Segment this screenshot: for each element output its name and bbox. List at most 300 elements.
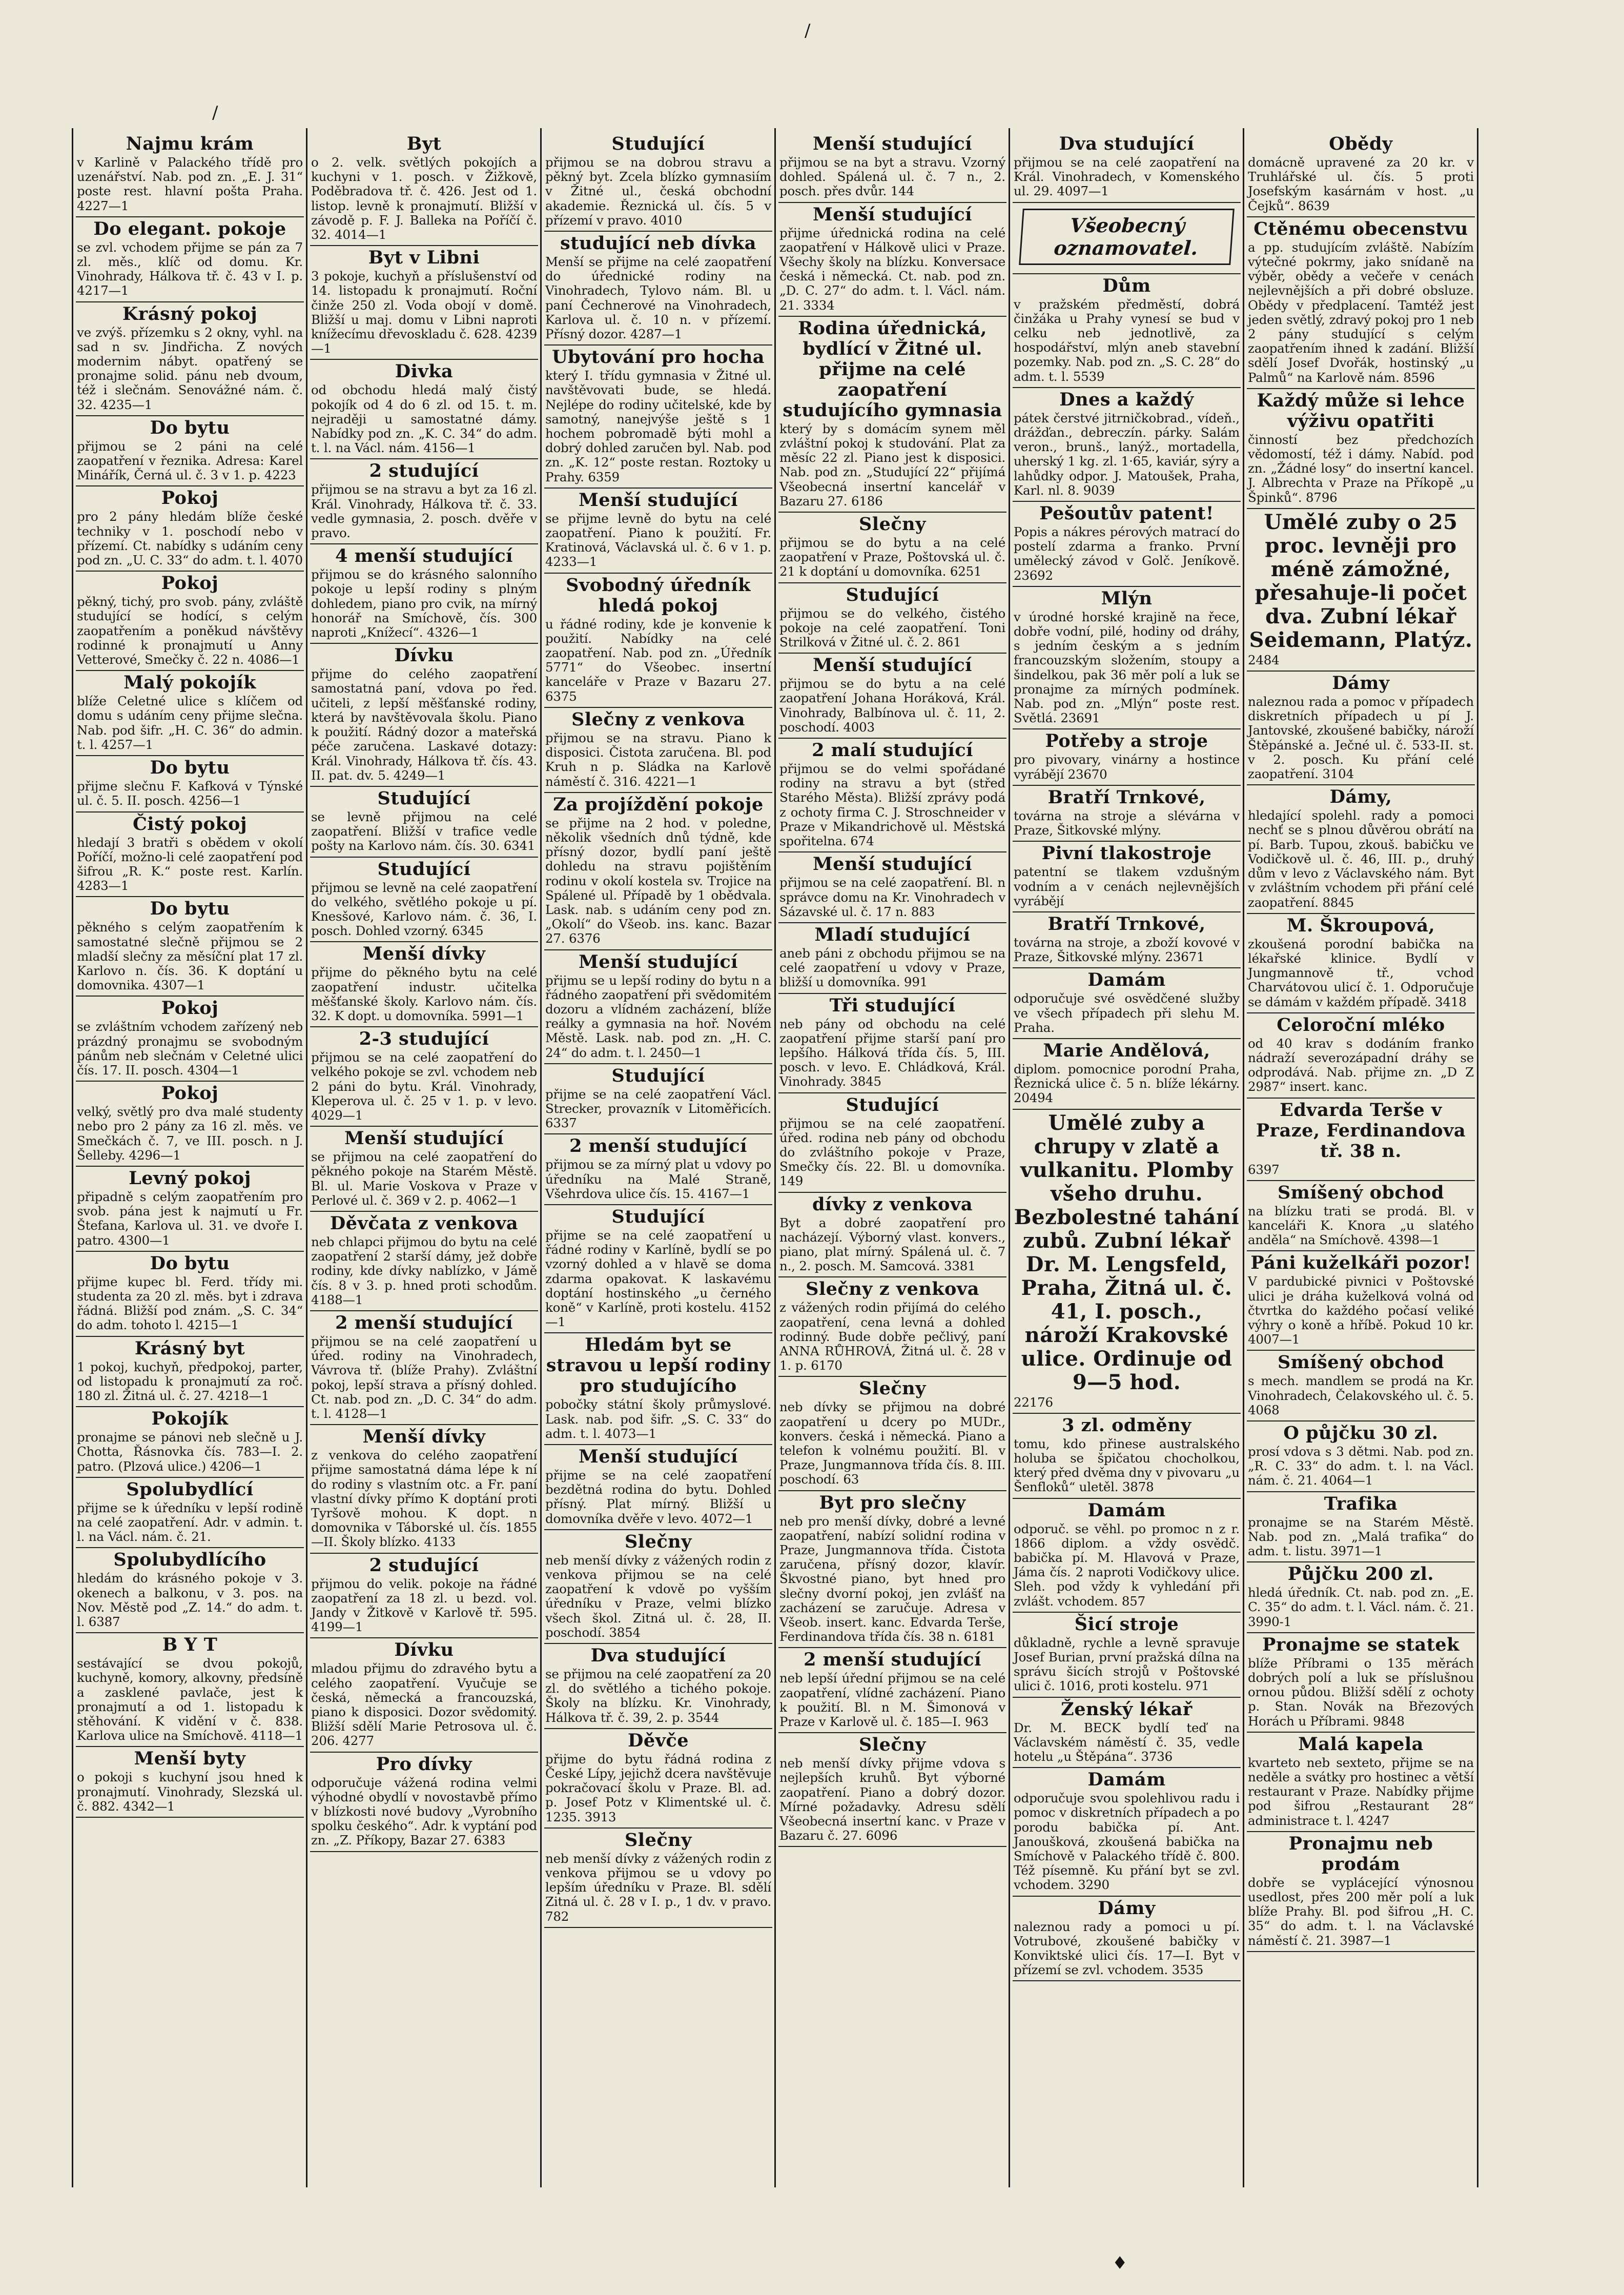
classified-ad xyxy=(76,1252,304,1337)
classified-ad xyxy=(778,513,1006,583)
classified-ad xyxy=(310,1554,538,1639)
classified-ad xyxy=(76,813,304,898)
ad-headline: Celoroční mléko xyxy=(1277,1014,1445,1035)
ad-headline: Menší studující xyxy=(813,204,972,225)
ad-headline: Mladí studující xyxy=(814,924,971,945)
ad-text: přijmou se na dobrou stravu a pěkný byt. Zcela blízko gymnasiím v Žitné ul., česká obchodní akademie. Řeznická ul. čís. 5 v přízemí v pravo. 4010 xyxy=(545,155,771,228)
ad-text: pátek čerstvé jitrničkobrad., vídeň., drážďan., debreczín. párky. Salám veron., brunš., lanýž., mortadella, uherský 1 kg. zl. 1·65, kaviár, sýry a lahůdky odpor. J. Matoušek, Praha, Karl. nl. 8. 9039 xyxy=(1014,410,1240,498)
ad-text: v pražském předměstí, dobrá činžáka u Prahy vynesí se bud v celku neb jednotlivě, za hospodářství, mlýn aneb stavební pozemky. Nab. pod zn. „S. C. 28“ do adm. t. l. 5539 xyxy=(1014,296,1240,384)
classified-ad xyxy=(1013,274,1241,388)
ad-text: pro 2 pány hledám blíže české techniky v 1. poschodí nebo v přízemí. Ct. nabídky s udáním ceny pod zn. „U. C. 33“ do adm. t. l. 4070 xyxy=(77,509,303,568)
ad-headline: Studující xyxy=(377,858,471,880)
ad-headline: Do elegant. pokoje xyxy=(93,218,286,239)
classified-ad xyxy=(544,132,772,232)
ad-headline: Do bytu xyxy=(150,1252,230,1274)
ad-text: a pp. studujícím zvláště. Nabízím výtečné pokrmy, jako snídaně na výběr, obědy a večeře v cenách nejlevnějších a při dobré obsluze. Obědy v předplacení. Tamtéž jest jeden světlý, zdravý pokoj pro 1 neb 2 pány studující s celým zaopatřením ihned k zadání. Bližší sdělí Josef Dvořák, hostinský „u Palmů“ na Karlově nám. 8596 xyxy=(1248,239,1474,385)
ad-text: patentní se tlakem vzdušným vodním a v cenách nejlevnějších vyrábějí xyxy=(1014,864,1240,908)
ad-text: přijme se na celé zaopatření Václ. Strecker, provazník v Litoměřicích. 6337 xyxy=(545,1086,771,1131)
ad-headline: Ctěnému obecenstvu xyxy=(1253,218,1468,239)
ad-headline: Krásný pokoj xyxy=(122,303,258,324)
classified-ad xyxy=(310,1425,538,1553)
ad-headline: M. Škroupová, xyxy=(1286,915,1435,936)
column-2 xyxy=(310,132,538,2185)
classified-ad xyxy=(1013,1499,1241,1613)
classified-ad xyxy=(778,1648,1006,1733)
classified-ad xyxy=(544,346,772,489)
ad-headline: Obědy xyxy=(1329,133,1393,154)
ad-headline: Malá kapela xyxy=(1298,1733,1424,1755)
classified-ad xyxy=(1013,912,1241,968)
ad-text: který by s domácím synem měl zvláštní pokoj k studování. Plat za měsíc 22 zl. Piano jest k disposici. Nab. pod zn. „Studující 22“ přijímá Všeobecná insertní kancelář v Bazaru 27. 6186 xyxy=(779,421,1005,509)
ad-text: přijmou do velik. pokoje na řádné zaopatření za 18 zl. u bezd. vol. Jandy v Žitkově v Karlově tř. 595. 4199—1 xyxy=(311,1576,537,1635)
ad-text: se zvl. vchodem přijme se pán za 7 zl. měs., klíč od domu. Kr. Vinohrady, Hálkova tř. č. 43 v I. p. 4217—1 xyxy=(77,239,303,298)
ad-text: přijme do pěkného bytu na celé zaopatření industr. učitelka měšťanské školy. Karlovo nám. čís. 32. K dopt. u domovníka. 5991—1 xyxy=(311,965,537,1023)
ad-text: na blízku trati se prodá. Bl. v kanceláři K. Knora „u slatého anděla“ na Smíchově. 4398—1 xyxy=(1248,1203,1474,1248)
ad-text: kvarteto neb sexteto, přijme se na neděle a svátky pro hostinec a větší restaurant v Praze. Nabídky přijme pod šifrou „Restaurant 28“ administrace t. l. 4247 xyxy=(1248,1755,1474,1828)
classified-ad xyxy=(76,1082,304,1167)
ad-headline: 4 menší studující xyxy=(335,545,513,567)
ad-text: činností bez předchozích vědomostí, též i dámy. Nabíd. pod zn. „Žádné losy“ do insertní kancel. J. Albrechta v Praze na Příkopě „u Špinků“. 8796 xyxy=(1248,432,1474,505)
ad-headline: Děvče xyxy=(627,1730,689,1751)
ad-headline: Do bytu xyxy=(150,757,230,779)
classified-ad xyxy=(310,544,538,644)
classified-ad xyxy=(310,1027,538,1127)
ad-headline: Pokoj xyxy=(161,573,219,594)
classified-ad xyxy=(544,1333,772,1445)
ad-text: Popis a nákres pérových matrací do postelí zdarma a franko. První umělecký závod v Golč. Jeníkově. 23692 xyxy=(1014,524,1240,583)
ad-text: u řádné rodiny, kde je konvenie k použití. Nabídky na celé zaopatření. Nab. pod zn. „Úředník 5771“ do Všeobec. insertní kanceláře v Praze v Bazaru 27. 6375 xyxy=(545,616,771,704)
ad-headline: dívky z venkova xyxy=(812,1193,973,1215)
classified-ad xyxy=(1247,1733,1475,1832)
classified-ad xyxy=(76,1478,304,1549)
classified-ad xyxy=(1013,786,1241,842)
classified-ad xyxy=(76,302,304,416)
ad-text: přijmou se na stravu a byt za 16 zl. Král. Vinohrady, Hálkova tř. č. 33. vedle gymnasia, 2. posch. dvěře v pravo. xyxy=(311,482,537,541)
classified-ad xyxy=(1247,1351,1475,1421)
ad-headline: Slečny xyxy=(859,514,926,535)
ad-headline: Každý může si lehce výživu opatřiti xyxy=(1257,390,1465,432)
classified-ad xyxy=(310,1753,538,1852)
bottom-mark: ♦ xyxy=(1112,2253,1128,2273)
ad-text: pěkného s celým zaopatřením k samostatné slečně přijmou se 2 mladší slečny za měsíční plat 17 zl. Karlovo n. čís. 36. K doptání u domovnika. 4307—1 xyxy=(77,920,303,993)
ad-text: připadně s celým zaopatřením pro svob. pána jest k najmutí u Fr. Štefana, Karlova ul. 31. ve dvoře I. patro. 4300—1 xyxy=(77,1189,303,1248)
ad-headline: Šicí stroje xyxy=(1074,1613,1179,1635)
classified-ad xyxy=(778,1491,1006,1649)
column-3 xyxy=(544,132,772,2185)
ad-headline: 2 studující xyxy=(369,460,479,482)
ad-headline: Krásný byt xyxy=(134,1337,245,1359)
ad-text: 3 pokoje, kuchyň a příslušenství od 14. listopadu k pronajmutí. Roční činže 250 zl. Voda obojí v domě. Bližší u maj. domu v Libni naproti knížecímu dřevoskladu č. 628. 4239—1 xyxy=(311,269,538,356)
classified-ad xyxy=(778,923,1006,994)
ad-headline: O půjčku 30 zl. xyxy=(1283,1422,1438,1444)
ad-text: v Karlině v Palackého třídě pro uzenářství. Nab. pod zn. „E. J. 31“ poste rest. hlavní pošta Praha. 4227—1 xyxy=(77,155,303,213)
ad-headline: Dnes a každý xyxy=(1059,389,1194,410)
ad-headline: Spolubydlícího xyxy=(113,1549,266,1571)
ad-headline: Menší dívky xyxy=(362,1426,486,1448)
ad-text: zkoušená porodní babička na lékařské klinice. Bydlí v Jungmannově tř., vchod Charvátovou ulicí č. 1. Odporučuje se dámám v každém případě. 3418 xyxy=(1248,936,1474,1009)
ad-headline: Pokoj xyxy=(161,1083,219,1104)
ad-text: přijmou se do bytu a na celé zaopatření Johana Horáková, Král. Vinohrady, Balbínova ul. č. 11, 2. poschodí. 4003 xyxy=(779,676,1005,735)
classified-ad xyxy=(76,1633,304,1747)
classified-ad xyxy=(1247,1251,1475,1351)
classified-ad xyxy=(76,1167,304,1252)
column-rule xyxy=(774,128,776,2187)
ad-headline: Tři studující xyxy=(829,994,956,1016)
classified-ad xyxy=(310,132,538,246)
ad-text: neb dívky se přijmou na dobré zaopatření u dcery po MUDr., konvers. česká i německá. Piano a telefon k volnému použití. Bl. v Praze, Jungmannova třída čís. 8. III. poschodí. 63 xyxy=(779,1399,1005,1487)
ad-text: přijmou se za mírný plat u vdovy po úředníku na Malé Straně, Všehrdova ulice čís. 15. 4167—1 xyxy=(545,1157,771,1201)
ad-text: od 40 krav s dodáním franko nádraží severozápadní dráhy se odprodává. Nab. přijme zn. „D Z 2987“ insert. kanc. xyxy=(1248,1035,1474,1094)
ad-headline: Divka xyxy=(395,361,454,382)
classified-ad xyxy=(76,1747,304,1818)
column-6 xyxy=(1247,132,1475,2185)
ad-text: se přijme levně do bytu na celé zaopatření. Piano k použití. Fr. Kratinová, Václavská ul. č. 6 v 1. p. 4233—1 xyxy=(545,511,771,570)
ad-headline: Pešoutův patent! xyxy=(1039,503,1214,524)
ad-text: přijmou se do bytu a na celé zaopatření v Praze, Poštovská ul. č. 21 k doptání u domovníka. 6251 xyxy=(779,535,1005,579)
ad-text: neb lepší úřední přijmou se na celé zaopatření, vlídné zacházení. Piano k použití. Bl. n M. Šimonová v Praze v Karlově ul. č. 185—I. 963 xyxy=(779,1671,1005,1730)
ad-headline: Pronajme se statek xyxy=(1262,1634,1459,1655)
classified-ad xyxy=(544,232,772,346)
classified-ad xyxy=(76,1548,304,1633)
section-banner: Všeobecný oznamovatel. xyxy=(1019,209,1235,265)
ad-headline: Mlýn xyxy=(1101,587,1153,609)
ad-text: diplom. pomocnice porodní Praha, Řeznická ulice č. 5 n. blíže lékárny. 20494 xyxy=(1014,1061,1240,1106)
classified-ad xyxy=(1247,1421,1475,1492)
ad-text: přijmou se na byt a stravu. Vzorný dohled. Spálená ul. č. 7 n., 2. posch. přes dvůr. 144 xyxy=(779,155,1005,199)
ad-text: 22176 xyxy=(1014,1394,1053,1410)
classified-ad xyxy=(544,1205,772,1333)
ad-text: továrna na stroje, a zboží kovové v Praze, Šitkovské mlýny. 23671 xyxy=(1014,935,1240,965)
ad-headline: 2 menší studující xyxy=(569,1135,747,1157)
classified-ad xyxy=(310,858,538,943)
classified-ad xyxy=(544,950,772,1064)
ad-headline: Umělé zuby a chrupy v zlatě a vulkanitu. Plomby všeho druhu. Bezbolestné tahání zubů. Zubní lékař Dr. M. Lengsfeld, Praha, Žitná ul. č. 41, I. posch., nároží Krakovské ulice. Ordinuje od 9—5 hod. xyxy=(1014,1110,1240,1394)
ad-headline: Menší studující xyxy=(813,655,972,676)
column-rule xyxy=(540,128,542,2187)
ad-text: ve zvýš. přízemku s 2 okny, vyhl. na sad n sv. Jindřicha. Z nových modernim nábyt. opatřený se pronajme solid. pánu neb dvoum, též i slečnám. Senovážné nám. č. 32. 4235—1 xyxy=(77,324,303,412)
ad-text: odporučuje vážená rodina velmi výhodné obydlí v novostavbě přímo v blízkosti nové budovy „Vyrobního spolku českého“. Adr. k vyptání pod zn. „Z. Příkopy, Bazar 27. 6383 xyxy=(311,1775,537,1848)
ad-text: přijme se k úředníku v lepší rodině na celé zaopatření. Adr. v admin. t. l. na Václ. nám. č. 21. xyxy=(77,1500,303,1545)
ad-headline: Bratří Trnkové, xyxy=(1047,786,1206,808)
ad-text: Dr. M. BECK bydlí teď na Václavském náměstí č. 35, vedle hotelu „u Štěpána“. 3736 xyxy=(1014,1720,1240,1764)
ad-text: neb chlapci přijmou do bytu na celé zaopatření 2 starší dámy, jež dobře rodiny, kde dívky nablízko, v Jámě čís. 8 v 3. p. hned proti schodům. 4188—1 xyxy=(311,1234,537,1307)
ad-text: hledám do krásného pokoje v 3. okenech a balkonu, v 3. pos. na Nov. Městě pod „Z. 14.“ do adm. t. l. 6387 xyxy=(77,1571,303,1630)
classified-ad xyxy=(778,654,1006,739)
classified-ad xyxy=(778,739,1006,852)
ad-text: v úrodné horské krajině na řece, dobře vodní, pilé, hodiny od dráhy, s jedním českým a s jedním francouzským složením, stoupy a šindelkou, pak 36 měr polí a luk se pronajme za mírných podmínek. Nab. pod zn. „Mlýn“ poste rest. Světlá. 23691 xyxy=(1014,609,1240,726)
ad-text: V pardubické pivnici v Poštovské ulici je dráha kuželková volná od čtvrtka do každého počasí veliké výhry o koně a hříbě. Pokud 10 kr. 4007—1 xyxy=(1248,1274,1474,1347)
ad-headline: Damám xyxy=(1087,969,1166,991)
classified-ad xyxy=(310,1212,538,1311)
column-rule xyxy=(1009,128,1010,2187)
ad-headline: Hledám byt se stravou u lepší rodiny pro studujícího xyxy=(546,1334,771,1397)
ad-text: přijmu se u lepší rodiny do bytu n a řádného zaopatření při svědomitém dozoru a vlídném zacházení, blíže reálky a gymnasia na hoř. Novém Městě. Lask. nab. pod zn. „H. C. 24“ do adm. t. l. 2450—1 xyxy=(545,972,771,1060)
ad-text: neb menší dívky z vážených rodin z venkova přijmou se na celé zaopatření k vdově po vyšším úředníku v Praze, velmi blízko všech škol. Zitná ul. č. 28, II. poschodí. 3854 xyxy=(545,1552,771,1640)
ad-text: přijmou se na celé zaopatření. Bl. n správce domu na Kr. Vinohradech v Sázavské ul. č. 17 n. 883 xyxy=(779,875,1005,919)
classified-ad xyxy=(310,1311,538,1425)
classified-ad xyxy=(778,583,1006,654)
ad-text: přijmou se levně na celé zaopatření do velkého, světlého pokoje u pí. Knesšové, Karlovo nám. č. 36, I. posch. Dohled vzorný. 6345 xyxy=(311,880,537,939)
classified-ad xyxy=(1247,672,1475,785)
ad-text: přijme úřednická rodina na celé zaopatření v Hálkově ulici v Praze. Všechy školy na blízku. Konversace česká i německá. Ct. nab. pod zn. „D. C. 27“ do adm. t. l. Václ. nám. 21. 3334 xyxy=(779,225,1005,313)
ad-headline: studující neb dívka xyxy=(560,233,756,254)
ad-text: přijme kupec bl. Ferd. třídy mi. studenta za 20 zl. měs. byt i zdrava řádná. Bližší pod znám. „S. C. 34“ do adm. tohoto l. 4215—1 xyxy=(77,1274,303,1333)
classified-ad xyxy=(778,1277,1006,1377)
ad-text: pobočky státní školy průmyslové. Lask. nab. pod šifr. „S. C. 33“ do adm. t. l. 4073—1 xyxy=(545,1397,771,1441)
ad-headline: Pronajmu neb prodám xyxy=(1288,1833,1433,1875)
ad-headline: B Y T xyxy=(162,1634,218,1656)
column-rule xyxy=(72,128,73,2187)
ad-text: s mech. mandlem se prodá na Kr. Vinohradech, Čelakovského ul. č. 5. 4068 xyxy=(1248,1373,1474,1417)
ad-text: přijmou se do velmi spořádané rodiny na stravu a byt (střed Starého Města). Bližší zprávy podá z ochoty firma C. J. Stroschneider v Praze v Mikandrichově ul. Městská spořitelna. 674 xyxy=(779,761,1005,849)
classified-ad xyxy=(1013,1768,1241,1896)
column-5 xyxy=(1013,132,1241,2185)
classified-ad xyxy=(310,459,538,544)
classified-ad xyxy=(544,1445,772,1530)
ad-text: o pokoji s kuchyní jsou hned k pronajmutí. Vinohrady, Slezská ul. č. 882. 4342—1 xyxy=(77,1770,303,1814)
ad-headline: Slečny xyxy=(625,1531,692,1552)
classified-ad xyxy=(778,1093,1006,1193)
classified-ad xyxy=(76,572,304,671)
classified-ad xyxy=(1013,842,1241,912)
ad-headline: Půjčku 200 zl. xyxy=(1287,1563,1434,1585)
ad-headline: Pokoj xyxy=(161,488,219,509)
ad-headline: Děvčata z venkova xyxy=(330,1212,519,1234)
ad-text: odporučuje svou spolehlivou radu i pomoc v diskretních případech a po porodu babička pí. Ant. Janoušková, zkoušená babička na Smíchově v Palackého třídě č. 800. Též písemně. Ku přání byt se zvl. vchodem. 3290 xyxy=(1014,1791,1240,1893)
ad-text: hledající spolehl. rady a pomoci nechť se s plnou důvěrou obrátí na pí. Barb. Tupou, zkouš. babičku ve Vodičkově ul. č. 46, III. p., druhý dům v levo z Václavského nám. Byt v zvláštním vchodem při přání celé zaopatření. 8845 xyxy=(1248,808,1474,910)
ad-headline: Menší studující xyxy=(344,1128,504,1149)
ad-text: neb pro menší dívky, dobré a levné zaopatření, nabízí solidní rodina v Praze, Jungmannova třída. Čistota zaručena, přísný dozor, klavír. Škvostné piano, byt hned pro slečny dvorní pokoj, jen zvlášť na zacházení se zaručuje. Adresa v Všeob. insert. kanc. Edvarda Terše, Ferdinandova třída čís. 38 n. 6181 xyxy=(779,1513,1005,1644)
classified-ad xyxy=(1013,729,1241,785)
ad-text: domácně upravené za 20 kr. v Truhlářské ul. čís. 5 proti Josefským kasárnám v host. „u Čejků“. 8639 xyxy=(1248,155,1474,213)
ad-text: odporučuje své osvědčené služby ve všech případech při slehu M. Praha. xyxy=(1014,991,1240,1035)
ad-headline: Marie Andělová, xyxy=(1043,1040,1210,1061)
classified-ad xyxy=(76,756,304,812)
ad-headline: Pokoj xyxy=(161,998,219,1019)
classified-ad xyxy=(310,360,538,459)
classified-ad xyxy=(76,671,304,756)
ad-text: přijmou se na stravu. Piano k disposici. Čistota zaručena. Bl. pod Kruh n p. Sládka na Karlově náměstí č. 316. 4221—1 xyxy=(545,730,771,789)
ad-headline: Slečny xyxy=(625,1829,692,1851)
ad-text: tomu, kdo přinese australského holuba se špičatou chocholkou, který před dvěma dny v pivovaru „u Šenfloků“ uletěl. 3878 xyxy=(1014,1436,1240,1495)
classified-ad xyxy=(1013,587,1241,730)
ad-headline: Do bytu xyxy=(150,417,230,438)
column-rule xyxy=(1243,128,1244,2187)
ad-text: pro pivovary, vinárny a hostince vyrábějí 23670 xyxy=(1014,752,1240,782)
classified-ad xyxy=(310,942,538,1027)
classified-ad xyxy=(1247,1633,1475,1733)
ad-headline: Do bytu xyxy=(150,898,230,920)
ad-text: blíže Celetné ulice s klíčem od domu s udáním ceny přijme slečna. Nab. pod šifr. „H. C. 36“ do admin. t. l. 4257—1 xyxy=(77,694,303,752)
ad-text: důkladně, rychle a levně spravuje Josef Burian, první pražská dílna na správu šicích strojů v Poštovské ulici č. 1016, proti kostelu. 971 xyxy=(1014,1635,1240,1694)
classified-ad xyxy=(310,1127,538,1212)
ad-headline: Slečny xyxy=(859,1378,926,1399)
ad-headline: Studující xyxy=(611,1206,705,1227)
ad-headline: Najmu krám xyxy=(126,133,254,154)
ad-headline: Menší studující xyxy=(579,1446,738,1467)
ad-headline: Menší dívky xyxy=(362,943,486,965)
ad-headline: Menší studující xyxy=(579,951,738,972)
ad-text: naleznou rada a pomoc v případech diskretních případech u pí J. Jantovské, zkoušené babičky, nároží Štěpánské a. Ječné ul. č. 533-II. st. v 2. posch. Ku přání celé zaopatření. 3104 xyxy=(1248,694,1474,782)
classified-ad xyxy=(1013,502,1241,587)
ad-text: aneb páni z obchodu přijmou se na celé zaopatření u vdovy v Praze, bližší u domovníka. 991 xyxy=(779,945,1005,990)
ad-text: přijme slečnu F. Kafková v Týnské ul. č. 5. II. posch. 4256—1 xyxy=(77,779,303,808)
classified-ad xyxy=(76,416,304,487)
classified-ad xyxy=(1013,1698,1241,1769)
classified-ad xyxy=(778,132,1006,203)
ad-headline: Menší studující xyxy=(579,489,738,511)
ad-headline: Trafika xyxy=(1324,1493,1398,1514)
column-1 xyxy=(76,132,304,2185)
ad-text: se přijmou na celé zaopatření do pěkného pokoje na Starém Městě. Bl. ul. Marie Voskova v Praze v Perlové ul. č. 369 v 2. p. 4062—1 xyxy=(311,1149,537,1208)
ad-headline: Smíšený obchod xyxy=(1278,1182,1444,1203)
ad-headline: Byt pro slečny xyxy=(819,1492,966,1513)
classified-ad xyxy=(544,1644,772,1729)
ad-text: přijme se na celé zaopatření u řádné rodiny v Karlíně, bydlí se po vzorný dohled a v hlavě se doma zdarma opakovat. K laskavému doptání hostinského „u černého koně“ v Karlíně, proti kostelu. 4152—1 xyxy=(545,1227,771,1330)
ad-text: odporuč. se věhl. po promoc n z r. 1866 diplom. a vždy osvědč. babička pí. M. Hlavová v Praze, Jáma čís. 2 naproti Vodičkovy ulice. Sleh. pod vždy k vyhledání při zvlášt. vchodem. 857 xyxy=(1014,1521,1240,1609)
classified-ad xyxy=(76,132,304,217)
ad-headline: Dva studující xyxy=(590,1645,726,1667)
ad-text: přijmou se na celé zaopatření. úřed. rodina neb pány od obchodu do zvláštního pokoje v Praze, Smečky čís. 22. Bl. u domovníka. 149 xyxy=(779,1115,1005,1189)
classified-ad xyxy=(310,644,538,787)
ad-text: přijmou se na celé zaopatření do velkého pokoje se zvl. vchodem neb 2 páni do bytu. Král. Vinohrady, Kleperova ul. č. 25 v 1. p. v levo. 4029—1 xyxy=(311,1050,537,1123)
ad-headline: Za projíždění pokoje xyxy=(553,794,764,815)
ad-text: se přijme na 2 hod. v poledne, několik všedních dnů týdně, kde přísný dozor, bydlí paní ještě dohledu na stravu pojištěním rodinu v okolí kostela sv. Trojice na Spálené ul. Případě by 1 obědvala. Lask. nab. s udáním ceny pod zn. „Okolí“ do Všeob. ins. kanc. Bazar 27. 6376 xyxy=(545,815,771,946)
classified-ad xyxy=(544,574,772,708)
ad-text: 2484 xyxy=(1248,652,1280,667)
classified-ad xyxy=(1247,132,1475,217)
ad-text: dobře se vyplácející výnosnou usedlost, přes 200 měr polí a luk blíže Prahy. Bl. pod šifrou „H. C. 35“ do adm. t. l. na Václavské náměstí č. 21. 3987—1 xyxy=(1248,1875,1474,1948)
classified-ad xyxy=(1247,1832,1475,1952)
ad-text: který I. třídu gymnasia v Žitné ul. navštěvovati bude, se hledá. Nejlépe do rodiny učitelské, kde by samotný, nanejvýše ještě s 1 hochem pobromadě býti mohl a dobrý dohled zaručen byl. Nab. pod zn. „K. 12“ poste restan. Roztoky u Prahy. 6359 xyxy=(545,368,771,484)
classified-ad xyxy=(1247,1181,1475,1252)
classified-ad xyxy=(1247,914,1475,1013)
top-mark: / xyxy=(805,21,811,41)
ad-headline: Studující xyxy=(846,584,939,605)
classified-ad xyxy=(1013,968,1241,1039)
classified-ad xyxy=(1247,1013,1475,1099)
ad-headline: Ženský lékař xyxy=(1061,1698,1193,1720)
ad-headline: Slečny z venkova xyxy=(571,708,745,730)
ad-headline: Dívku xyxy=(394,645,454,666)
ad-text: 6397 xyxy=(1248,1162,1280,1177)
classified-ad xyxy=(778,852,1006,923)
ad-headline: Menší byty xyxy=(134,1748,246,1770)
classified-ad xyxy=(544,708,772,793)
ad-text: přijmou se 2 páni na celé zaopatření v řeznika. Adresa: Karel Minářík, Černá ul. č. 3 v 1. p. 4223 xyxy=(77,438,303,483)
column-rule xyxy=(1477,128,1478,2187)
classified-ad xyxy=(1247,785,1475,913)
ad-text: neb pány od obchodu na celé zaopatření přijme starší paní pro lepšího. Hálková třída čís. 5, III. posch. v levo. E. Chládková, Král. Vinohrady. 3845 xyxy=(779,1016,1005,1089)
classified-ad xyxy=(76,1337,304,1408)
ad-text: Byt a dobré zaopatření pro nacházejí. Výborný vlast. konvers., piano, plat mírný. Spálená ul. č. 7 n., 2. posch. M. Samcová. 3381 xyxy=(779,1215,1005,1274)
classified-ad xyxy=(310,1638,538,1752)
ad-text: o 2. velk. světlých pokojích a kuchyni v 1. posch. v Žižkově, Poděbradova tř. č. 426. Jest od 1. listop. levně k pronajmutí. Bližší v závodě p. F. J. Balleka na Poříčí č. 32. 4014—1 xyxy=(311,155,537,242)
ad-text: z vážených rodin přijímá do celého zaopatření, cena levná a dohled rodinný. Bude dobře pečlivý, paní ANNA RŮHROVÁ, Žitná ul. č. 28 v 1. p. 6170 xyxy=(779,1300,1005,1373)
ad-text: velký, světlý pro dva malé studenty nebo pro 2 pány za 16 zl. měs. ve Smečkách č. 7, ve III. posch. n J. Šelleby. 4296—1 xyxy=(77,1104,303,1163)
ad-headline: Studující xyxy=(846,1094,939,1115)
classified-ad xyxy=(1013,1039,1241,1110)
ad-text: blíže Příbrami o 135 měrách dobrých polí a luk se příslušnou ornou půdou. Bližší sdělí z ochoty p. Stan. Novák na Březových Horách u Příbrami. 9848 xyxy=(1248,1655,1474,1729)
classified-ad xyxy=(544,1064,772,1135)
classified-ad xyxy=(1247,1562,1475,1633)
ad-headline: Byt xyxy=(406,133,442,154)
classified-ad xyxy=(1013,1414,1241,1499)
classified-ad xyxy=(778,317,1006,513)
ad-text: přijme do celého zaopatření samostatná paní, vdova po řed. učiteli, z lepší měšťanské rodiny, která by navštěvovala školu. Piano k použití. Rádný dozor a mateřská péče zaručena. Laskavé dotazy: Král. Vinohrady, Hálkova tř. čís. 43. II. pat. dv. 5. 4249—1 xyxy=(311,666,537,783)
ad-headline: Rodina úřednická, bydlící v Žitné ul. přijme na celé zaopatření studujícího gymnasia xyxy=(783,317,1002,421)
ad-text: hledá úředník. Ct. nab. pod zn. „E. C. 35“ do adm. t. l. Václ. nám. č. 21. 3990-1 xyxy=(1248,1585,1474,1629)
ad-text: se přijmou na celé zaopatření za 20 zl. do světlého a tichého pokoje. Školy na blízku. Kr. Vinohrady, Hálkova tř. č. 39, 2. p. 3544 xyxy=(545,1667,771,1725)
ad-text: továrna na stroje a slévárna v Praze, Šitkovské mlýny. xyxy=(1014,808,1240,838)
column-rule xyxy=(306,128,307,2187)
ad-headline: Studující xyxy=(611,1065,705,1086)
ad-text: přijme do bytu řádná rodina z České Lípy, jejichž dcera navštěvuje pokračovací školu v Praze. Bl. ad. p. Josef Potz v Klimentské ul. č. 1235. 3913 xyxy=(545,1751,771,1824)
classified-ad xyxy=(778,1733,1006,1847)
ad-text: se levně přijmou na celé zaopatření. Bližší v trafice vedle pošty na Karlovo nám. čís. 30. 6341 xyxy=(311,809,537,854)
classified-ad xyxy=(544,793,772,950)
ad-headline: 2 menší studující xyxy=(804,1649,981,1671)
ad-text: mladou přijmu do zdravého bytu a celého zaopatření. Vyučuje se česká, německá a francouzská, piano k disposici. Dozor svědomitý. Bližší sdělí Marie Petrosova ul. č. 206. 4277 xyxy=(311,1661,537,1749)
classified-ad xyxy=(76,1407,304,1478)
ad-text: neb menší dívky z vážených rodin z venkova přijmou se u vdovy po lepším úředníku v Praze. Bl. sdělí Zitná ul. č. 28 v I. p., 1 dv. v pravo. 782 xyxy=(545,1851,771,1924)
column-4 xyxy=(778,132,1006,2185)
ad-headline: Dva studující xyxy=(1059,133,1195,154)
ad-headline: Dům xyxy=(1102,275,1151,296)
ad-text: přijme se na celé zaopatření bezdětná rodina do bytu. Dohled přísný. Plat mírný. Bližší u domovníka dvěře v levo. 4072—1 xyxy=(545,1468,771,1526)
classified-ad xyxy=(778,1377,1006,1491)
ad-headline: Damám xyxy=(1087,1499,1166,1521)
ad-headline: Byt v Libni xyxy=(368,247,480,269)
classified-ad xyxy=(76,486,304,572)
classified-ad xyxy=(76,997,304,1082)
ad-headline: Spolubydlící xyxy=(126,1478,254,1500)
ad-headline: Pivní tlakostroje xyxy=(1041,843,1212,864)
classified-ad xyxy=(544,1530,772,1644)
ad-headline: Studující xyxy=(377,787,471,809)
ad-text: přijmou se na celé zaopatření u úřed. rodiny na Vinohradech, Vávrova tř. (blíže Prahy). Zvláštní pokoj, lepší strava a přísný dohled. Ct. nab. pod zn. „D. C. 34“ do adm. t. l. 4128—1 xyxy=(311,1333,537,1421)
ad-text: pronajme se na Starém Městě. Nab. pod zn. „Malá trafika“ do adm. t. listu. 3971—1 xyxy=(1248,1514,1474,1558)
ad-headline: Studující xyxy=(611,133,705,154)
classified-ad xyxy=(1013,203,1241,274)
ad-headline: 2 malí studující xyxy=(812,740,973,761)
ad-text: hledají 3 bratři s obědem v okolí Poříčí, možno-li celé zaopatření pod šifrou „R. K.“ poste rest. Karlín. 4283—1 xyxy=(77,835,303,893)
ad-text: sestávající se dvou pokojů, kuchyně, komory, alkovny, předsíně a zasklené pavlače, jest k pronajmutí a od 1. listopadu k stěhování. K vidění v č. 838. Karlova ulice na Smíchově. 4118—1 xyxy=(77,1656,303,1743)
ad-headline: Dívku xyxy=(394,1639,454,1661)
classified-ad xyxy=(1247,1492,1475,1563)
ad-headline: Dámy xyxy=(1332,673,1390,694)
classified-ad xyxy=(544,489,772,574)
ad-headline: 2 menší studující xyxy=(335,1312,513,1333)
ad-headline: Slečny xyxy=(859,1734,926,1756)
ad-headline: Pokojík xyxy=(151,1408,229,1430)
ad-headline: Malý pokojík xyxy=(124,672,256,694)
classified-ad xyxy=(1247,1099,1475,1181)
classified-ad xyxy=(76,897,304,997)
classified-ad xyxy=(1247,217,1475,389)
classified-ad xyxy=(1247,389,1475,509)
ad-headline: Umělé zuby o 25 proc. levněji pro méně zámožné, přesahuje-li počet dva. Zubní lékař Seidemann, Platýz. xyxy=(1249,510,1473,652)
ad-headline: Edvarda Terše v Praze, Ferdinandova tř. 38 n. xyxy=(1256,1099,1466,1162)
classified-ad xyxy=(1013,388,1241,502)
ad-headline: Pro dívky xyxy=(376,1753,472,1775)
classified-ad xyxy=(1013,132,1241,203)
ad-text: pronajme se pánovi neb slečně u J. Chotta, Řásnovka čís. 783—I. 2. patro. (Plzová ulice.) 4206—1 xyxy=(77,1430,303,1474)
ad-text: od obchodu hledá malý čistý pokojík od 4 do 6 zl. od 15. t. m. nejraději u samostatné dámy. Nabídky pod zn. „K. C. 34“ do adm. t. l. na Václ. nám. 4156—1 xyxy=(311,382,537,456)
ad-headline: Levný pokoj xyxy=(129,1167,251,1189)
classified-ad xyxy=(778,203,1006,317)
classified-ad xyxy=(544,1134,772,1205)
